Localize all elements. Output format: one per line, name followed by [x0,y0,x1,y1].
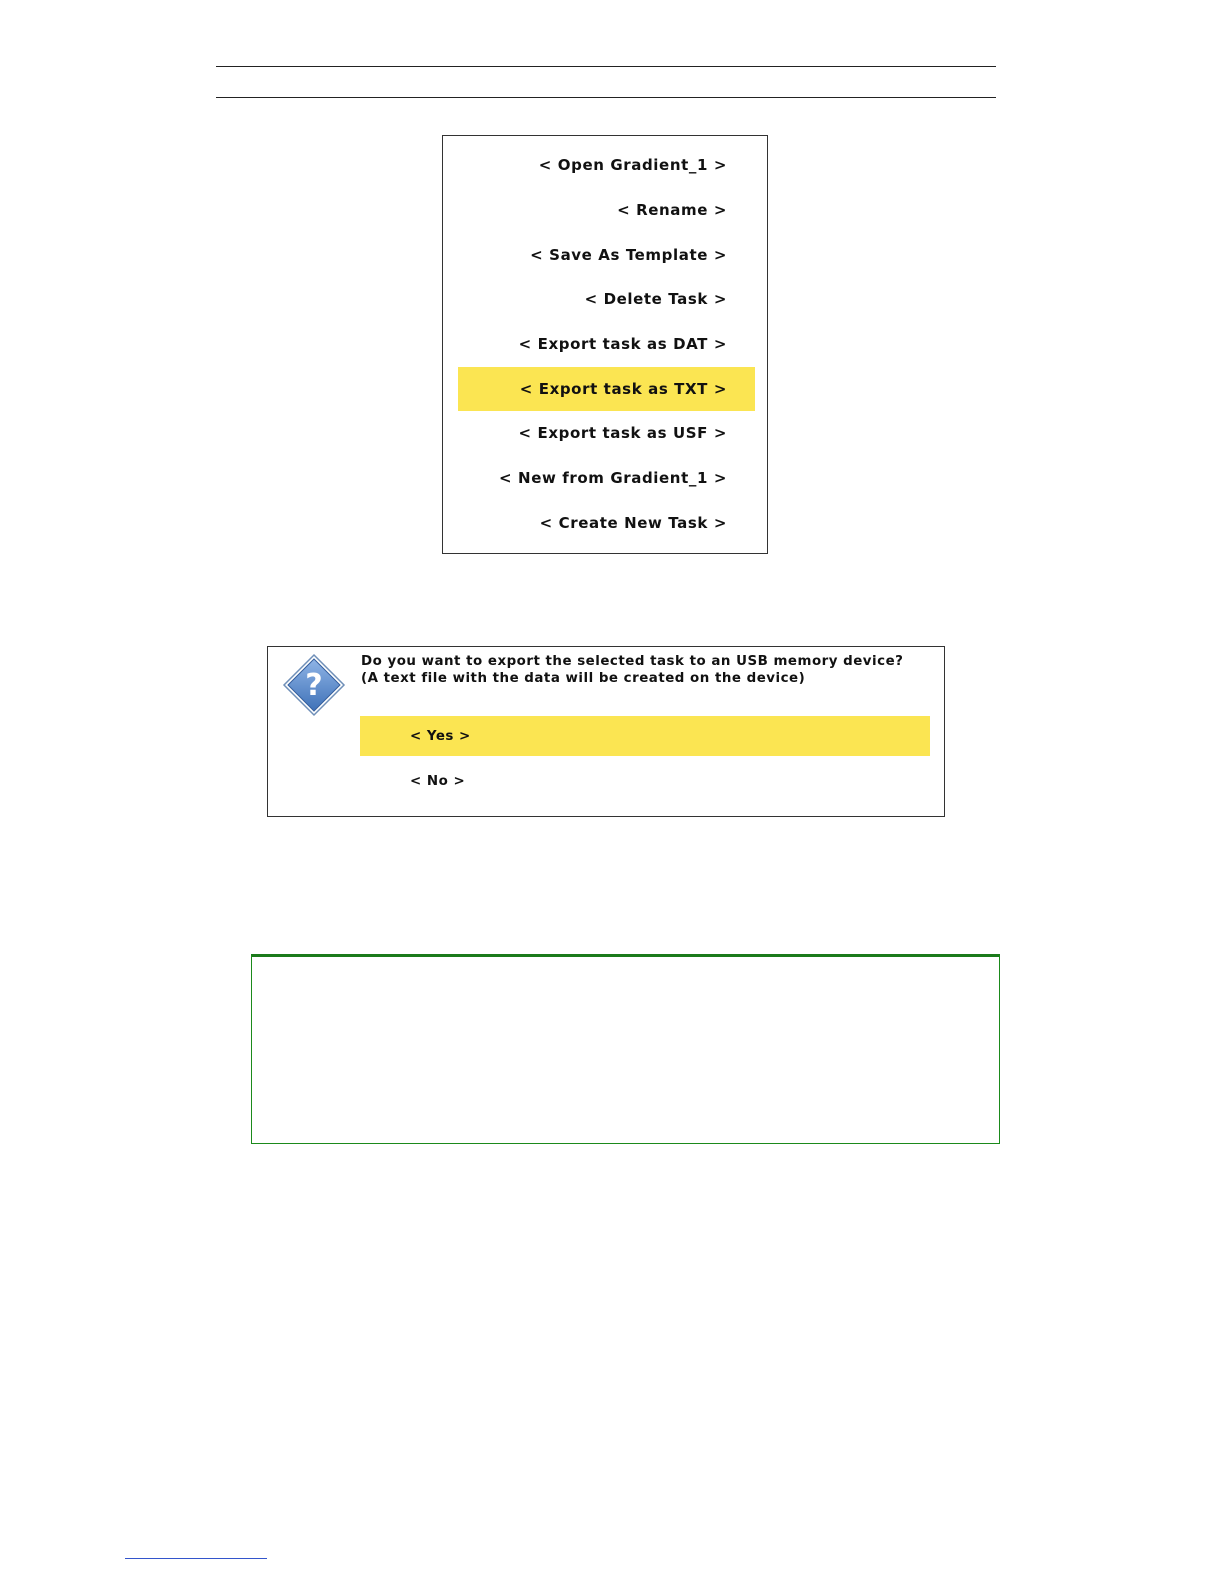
footnote-rule [125,1558,267,1559]
dialog-message-line2: (A text file with the data will be created on the device) [361,671,806,686]
menu-item-open-gradient[interactable]: < Open Gradient_1 > [538,156,727,174]
svg-text:?: ? [305,668,323,703]
yes-button[interactable]: < Yes > [360,716,930,756]
question-icon [282,653,346,717]
menu-item-rename[interactable]: < Rename > [617,201,727,219]
header-rule-bottom [216,97,996,98]
menu-item-create-new-task[interactable]: < Create New Task > [539,514,727,532]
dialog-message-line1: Do you want to export the selected task to an USB memory device? [361,654,904,669]
no-button[interactable]: < No > [410,773,466,789]
menu-item-export-txt[interactable]: < Export task as TXT > [458,367,755,411]
menu-item-save-as-template[interactable]: < Save As Template > [530,246,727,264]
menu-item-new-from-gradient[interactable]: < New from Gradient_1 > [499,469,727,487]
menu-item-export-usf[interactable]: < Export task as USF > [518,424,727,442]
note-box [251,954,1000,1144]
dialog-message [361,653,903,687]
menu-item-export-dat[interactable]: < Export task as DAT > [518,335,727,353]
task-context-menu [442,135,768,554]
menu-item-delete-task[interactable]: < Delete Task > [584,290,727,308]
export-confirm-dialog [267,646,945,817]
header-rule-top [216,66,996,67]
